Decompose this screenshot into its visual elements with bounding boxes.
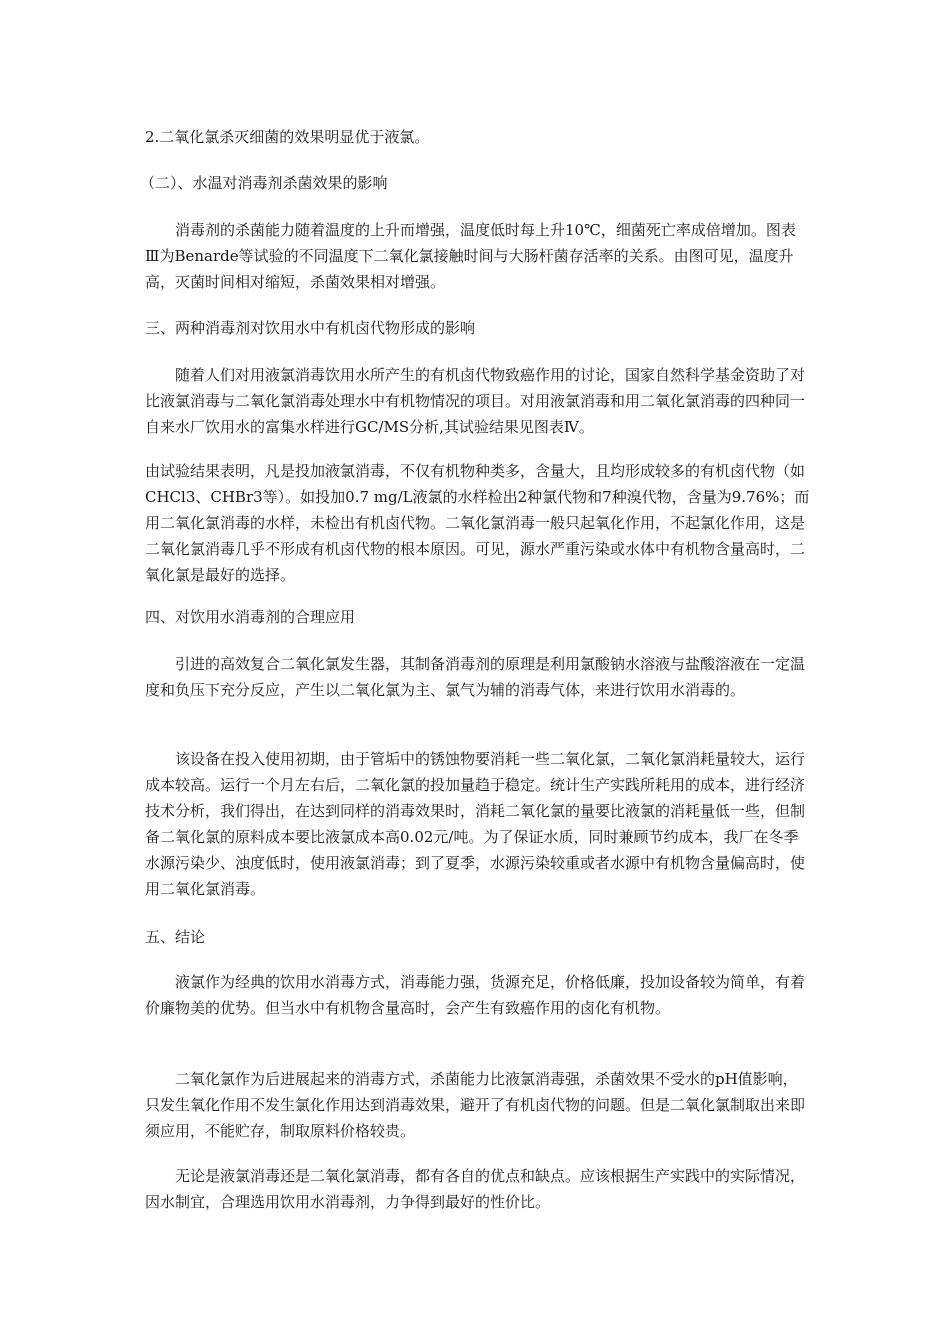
paragraph-research: 随着人们对用液氯消毒饮用水所产生的有机卤代物致癌作用的讨论，国家自然科学基金资助了对比液氯消毒与二氧化氯消毒处理水中有机物情况的项目。对用液氯消毒和用二氧化氯消毒的四种同一自来水厂饮用水的富集水样进行GC/MS分析,其试验结果见图表Ⅳ。 — [145, 366, 806, 436]
paragraph-final: 无论是液氯消毒还是二氧化氯消毒，都有各自的优点和缺点。应该根据生产实践中的实际情况，因水制宜，合理选用饮用水消毒剂，力争得到最好的性价比。 — [145, 1167, 806, 1211]
paragraph-liquid-chlorine: 液氯作为经典的饮用水消毒方式，消毒能力强，货源充足，价格低廉，投加设备较为简单，有着价廉物美的优势。但当水中有机物含量高时，会产生有致癌作用的卤化有机物。 — [145, 973, 806, 1017]
section-heading-water-temperature: （二）、水温对消毒剂杀菌效果的影响 — [140, 174, 388, 192]
paragraph-generator: 引进的高效复合二氧化氯发生器，其制备消毒剂的原理是利用氯酸钠水溶液与盐酸溶液在一定温度和负压下充分反应，产生以二氧化氯为主、氯气为辅的消毒气体，来进行饮用水消毒的。 — [145, 655, 806, 699]
section-heading-3: 三、两种消毒剂对饮用水中有机卤代物形成的影响 — [145, 319, 476, 337]
list-item-2: 2.二氧化氯杀灭细菌的效果明显优于液氯。 — [145, 128, 430, 146]
section-heading-5: 五、结论 — [145, 928, 206, 946]
paragraph-chlorine-dioxide: 二氧化氯作为后进展起来的消毒方式，杀菌能力比液氯消毒强，杀菌效果不受水的pH值影响，只发生氧化作用不发生氯化作用达到消毒效果，避开了有机卤代物的问题。但是二氧化氯制取出来即须应用，不能贮存，制取原料价格较贵。 — [145, 1070, 806, 1140]
section-heading-4: 四、对饮用水消毒剂的合理应用 — [145, 608, 356, 626]
paragraph-temperature-effect: 消毒剂的杀菌能力随着温度的上升而增强，温度低时每上升10℃，细菌死亡率成倍增加。图表Ⅲ为Benarde等试验的不同温度下二氧化氯接触时间与大肠杆菌存活率的关系。由图可见，温度升高，灭菌时间相对缩短，杀菌效果相对增强。 — [145, 221, 796, 291]
paragraph-operating-cost: 该设备在投入使用初期，由于管垢中的锈蚀物要消耗一些二氧化氯，二氧化氯消耗量较大，运行成本较高。运行一个月左右后，二氧化氯的投加量趋于稳定。统计生产实践所耗用的成本，进行经济技术分析，我们得出，在达到同样的消毒效果时，消耗二氧化氯的量要比液氯的消耗量低一些，但制备二氧化氯的原料成本要比液氯成本高0.02元/吨。为了保证水质，同时兼顾节约成本，我厂在冬季水源污染少、浊度低时，使用液氯消毒；到了夏季，水源污染较重或者水源中有机物含量偏高时，使用二氧化氯消毒。 — [145, 750, 806, 898]
paragraph-test-results: 由试验结果表明，凡是投加液氯消毒，不仅有机物种类多，含量大，且均形成较多的有机卤代物（如CHCl3、CHBr3等）。如投加0.7 mg/L液氯的水样检出2种氯代物和7种溴代物，含量为9.76%；而用二氧化氯消毒的水样，未检出有机卤代物。二氧化氯消毒一般只起氧化作用，不起氯化作用，这是二氧化氯消毒几乎不形成有机卤代物的根本原因。可见，源水严重污染或水体中有机物含量高时，二氧化氯是最好的选择。 — [145, 462, 810, 584]
